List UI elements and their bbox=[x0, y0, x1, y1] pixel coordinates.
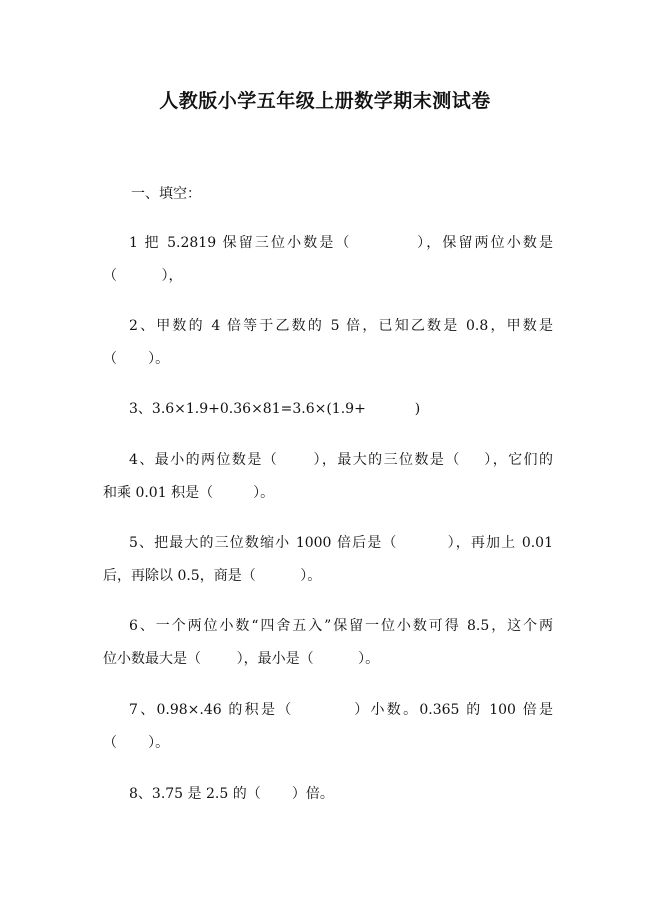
question-7 bbox=[103, 694, 553, 760]
question-8 bbox=[103, 778, 553, 811]
question-line: 和乘 0.01 积是（ ）。 bbox=[103, 485, 275, 501]
question-line: 2、甲数的 4 倍等于乙数的 5 倍，已知乙数是 0.8，甲数是 bbox=[129, 318, 553, 334]
question-6 bbox=[103, 610, 553, 676]
question-line: 6、一个两位小数“四舍五入”保留一位小数可得 8.5，这个两 bbox=[129, 618, 553, 634]
question-line: （ ）， bbox=[103, 268, 183, 284]
question-line: 7、0.98×.46 的积是（ ）小数。0.365 的 100 倍是 bbox=[129, 702, 553, 718]
question-line: 位小数最大是（ ），最小是（ ）。 bbox=[103, 651, 380, 667]
question-line: （ ）。 bbox=[103, 351, 170, 367]
question-line: 8、3.75 是 2.5 的（ ）倍。 bbox=[129, 786, 334, 802]
question-line: 3、3.6×1.9+0.36×81=3.6×(1.9+ ) bbox=[129, 401, 421, 417]
question-line: 4、最小的两位数是（ ），最大的三位数是（ ），它们的 bbox=[129, 452, 553, 468]
section-heading: 一、填空： bbox=[131, 186, 201, 202]
question-line: 后，再除以 0.5，商是（ ）。 bbox=[103, 568, 322, 584]
exam-title: 人教版小学五年级上册数学期末测试卷 bbox=[159, 90, 491, 112]
question-5 bbox=[103, 527, 553, 593]
question-4 bbox=[103, 444, 553, 510]
question-3 bbox=[103, 393, 553, 426]
question-line: （ ）。 bbox=[103, 735, 170, 751]
question-2 bbox=[103, 310, 553, 376]
question-line: 5、把最大的三位数缩小 1000 倍后是（ ），再加上 0.01 bbox=[129, 535, 553, 551]
question-line: 1 把 5.2819 保留三位小数是（ ），保留两位小数是 bbox=[129, 235, 553, 251]
question-1 bbox=[103, 227, 553, 293]
